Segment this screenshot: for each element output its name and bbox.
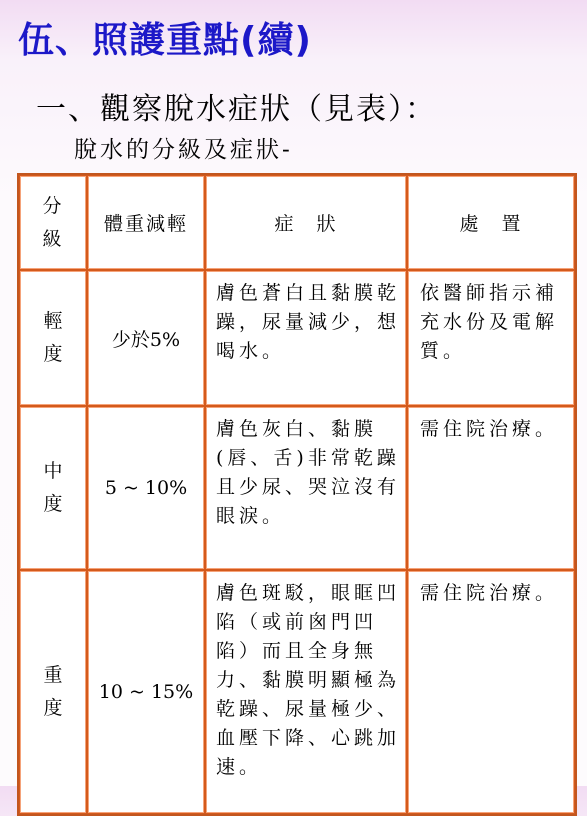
- table-row: [19, 270, 575, 406]
- slide-title: 伍、照護重點(續): [18, 20, 312, 61]
- symptom-cell: 膚色斑駁，眼眶凹陷（或前囪門凹陷）而且全身無力、黏膜明顯極為乾躁、尿量極少、血壓下降、心跳加速。: [205, 570, 407, 814]
- table-row: [19, 570, 575, 814]
- grade-label: 中度: [43, 460, 63, 515]
- treatment-cell: 需住院治療。: [407, 570, 575, 814]
- grade-cell: [19, 570, 87, 814]
- grade-label: 輕度: [43, 310, 63, 365]
- grade-cell: [19, 270, 87, 406]
- section-heading: 一、觀察脫水症狀（見表）：: [36, 92, 437, 127]
- header-grade-label: 分級: [42, 194, 64, 250]
- treatment-cell: 需住院治療。: [407, 406, 575, 570]
- dehydration-table-container: [17, 173, 573, 778]
- grade-cell: [19, 406, 87, 570]
- dehydration-table: [17, 173, 577, 816]
- symptom-cell: 膚色蒼白且黏膜乾躁，尿量減少，想喝水。: [205, 270, 407, 406]
- weight-loss-cell: 少於5%: [87, 270, 205, 406]
- table-caption: 脫水的分級及症狀-: [74, 137, 293, 163]
- table-header-row: [19, 175, 575, 270]
- symptom-cell: 膚色灰白、黏膜(唇、舌)非常乾躁且少尿、哭泣沒有眼淚。: [205, 406, 407, 570]
- weight-loss-cell: 10 ~ 15%: [87, 570, 205, 814]
- weight-loss-cell: 5 ~ 10%: [87, 406, 205, 570]
- header-weight-loss: 體重減輕: [87, 175, 205, 270]
- table-row: [19, 406, 575, 570]
- header-symptoms: 症 狀: [205, 175, 407, 270]
- header-grade: [19, 175, 87, 270]
- treatment-cell: 依醫師指示補充水份及電解質。: [407, 270, 575, 406]
- header-treatment: 處 置: [407, 175, 575, 270]
- grade-label: 重度: [43, 664, 63, 719]
